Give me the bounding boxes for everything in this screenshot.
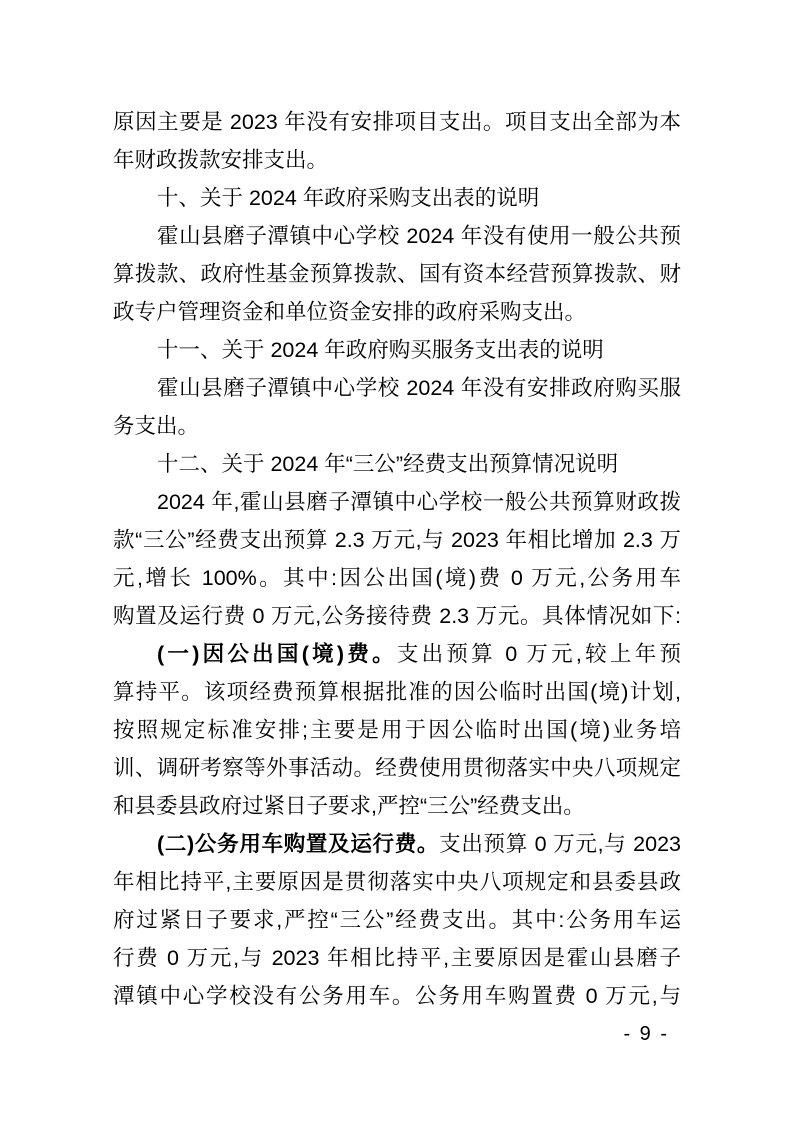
text-line [113,445,681,483]
text-line [113,255,681,293]
text-line [113,749,681,787]
text-line [113,103,681,141]
text-line [113,559,681,597]
text-line [113,407,681,445]
text-segment: (二)公务用车购置及运行费。 [157,832,440,856]
text-segment: 霍山县磨子潭镇中心学校 2024 年没有安排政府购买服 [157,376,681,400]
text-segment: 行费 0 万元,与 2023 年相比持平,主要原因是霍山县磨子 [113,946,681,970]
text-segment: 款“三公”经费支出预算 2.3 万元,与 2023 年相比增加 2.3 万 [113,528,681,552]
page-number: - 9 - [623,1023,669,1045]
text-segment: 支出预算 0 万元,较上年预 [396,642,681,666]
text-line [113,711,681,749]
text-segment: 务支出。 [113,414,200,438]
text-segment: 府过紧日子要求,严控“三公”经费支出。其中:公务用车运 [113,908,681,932]
text-line [113,977,681,1015]
text-line [113,825,681,863]
text-line [113,217,681,255]
text-segment: 算拨款、政府性基金预算拨款、国有资本经营预算拨款、财 [113,262,681,286]
text-segment: 2024 年,霍山县磨子潭镇中心学校一般公共预算财政拨 [157,490,681,514]
text-line [113,331,681,369]
text-line [113,673,681,711]
text-segment: 购置及运行费 0 万元,公务接待费 2.3 万元。具体情况如下: [113,604,681,628]
text-line [113,635,681,673]
text-segment: 支出预算 0 万元,与 2023 [439,832,681,856]
text-line [113,901,681,939]
text-segment: 十、关于 2024 年政府采购支出表的说明 [157,186,540,210]
document-body [113,103,681,1053]
text-segment: (一)因公出国(境)费。 [157,642,397,666]
text-line [113,939,681,977]
text-segment: 霍山县磨子潭镇中心学校 2024 年没有使用一般公共预 [157,224,681,248]
text-segment: 十二、关于 2024 年“三公”经费支出预算情况说明 [157,452,619,476]
text-segment: 原因主要是 2023 年没有安排项目支出。项目支出全部为本 [113,110,681,134]
text-line [113,863,681,901]
text-segment: 按照规定标准安排;主要是用于因公临时出国(境)业务培 [113,718,681,742]
text-line [113,179,681,217]
text-line [113,597,681,635]
text-segment: 元,增长 100%。其中:因公出国(境)费 0 万元,公务用车 [113,566,681,590]
text-segment: 政专户管理资金和单位资金安排的政府采购支出。 [113,300,587,324]
text-line [113,369,681,407]
text-line [113,293,681,331]
text-segment: 十一、关于 2024 年政府购买服务支出表的说明 [157,338,604,362]
text-segment: 算持平。该项经费预算根据批准的因公临时出国(境)计划, [113,680,681,704]
text-segment: 训、调研考察等外事活动。经费使用贯彻落实中央八项规定 [113,756,681,780]
text-line [113,141,681,179]
text-line [113,787,681,825]
text-segment: 潭镇中心学校没有公务用车。公务用车购置费 0 万元,与 [113,984,681,1008]
text-segment: 和县委县政府过紧日子要求,严控“三公”经费支出。 [113,794,585,818]
text-segment: 年财政拨款安排支出。 [113,148,329,172]
text-line [113,521,681,559]
text-line [113,483,681,521]
text-segment: 年相比持平,主要原因是贯彻落实中央八项规定和县委县政 [113,870,681,894]
